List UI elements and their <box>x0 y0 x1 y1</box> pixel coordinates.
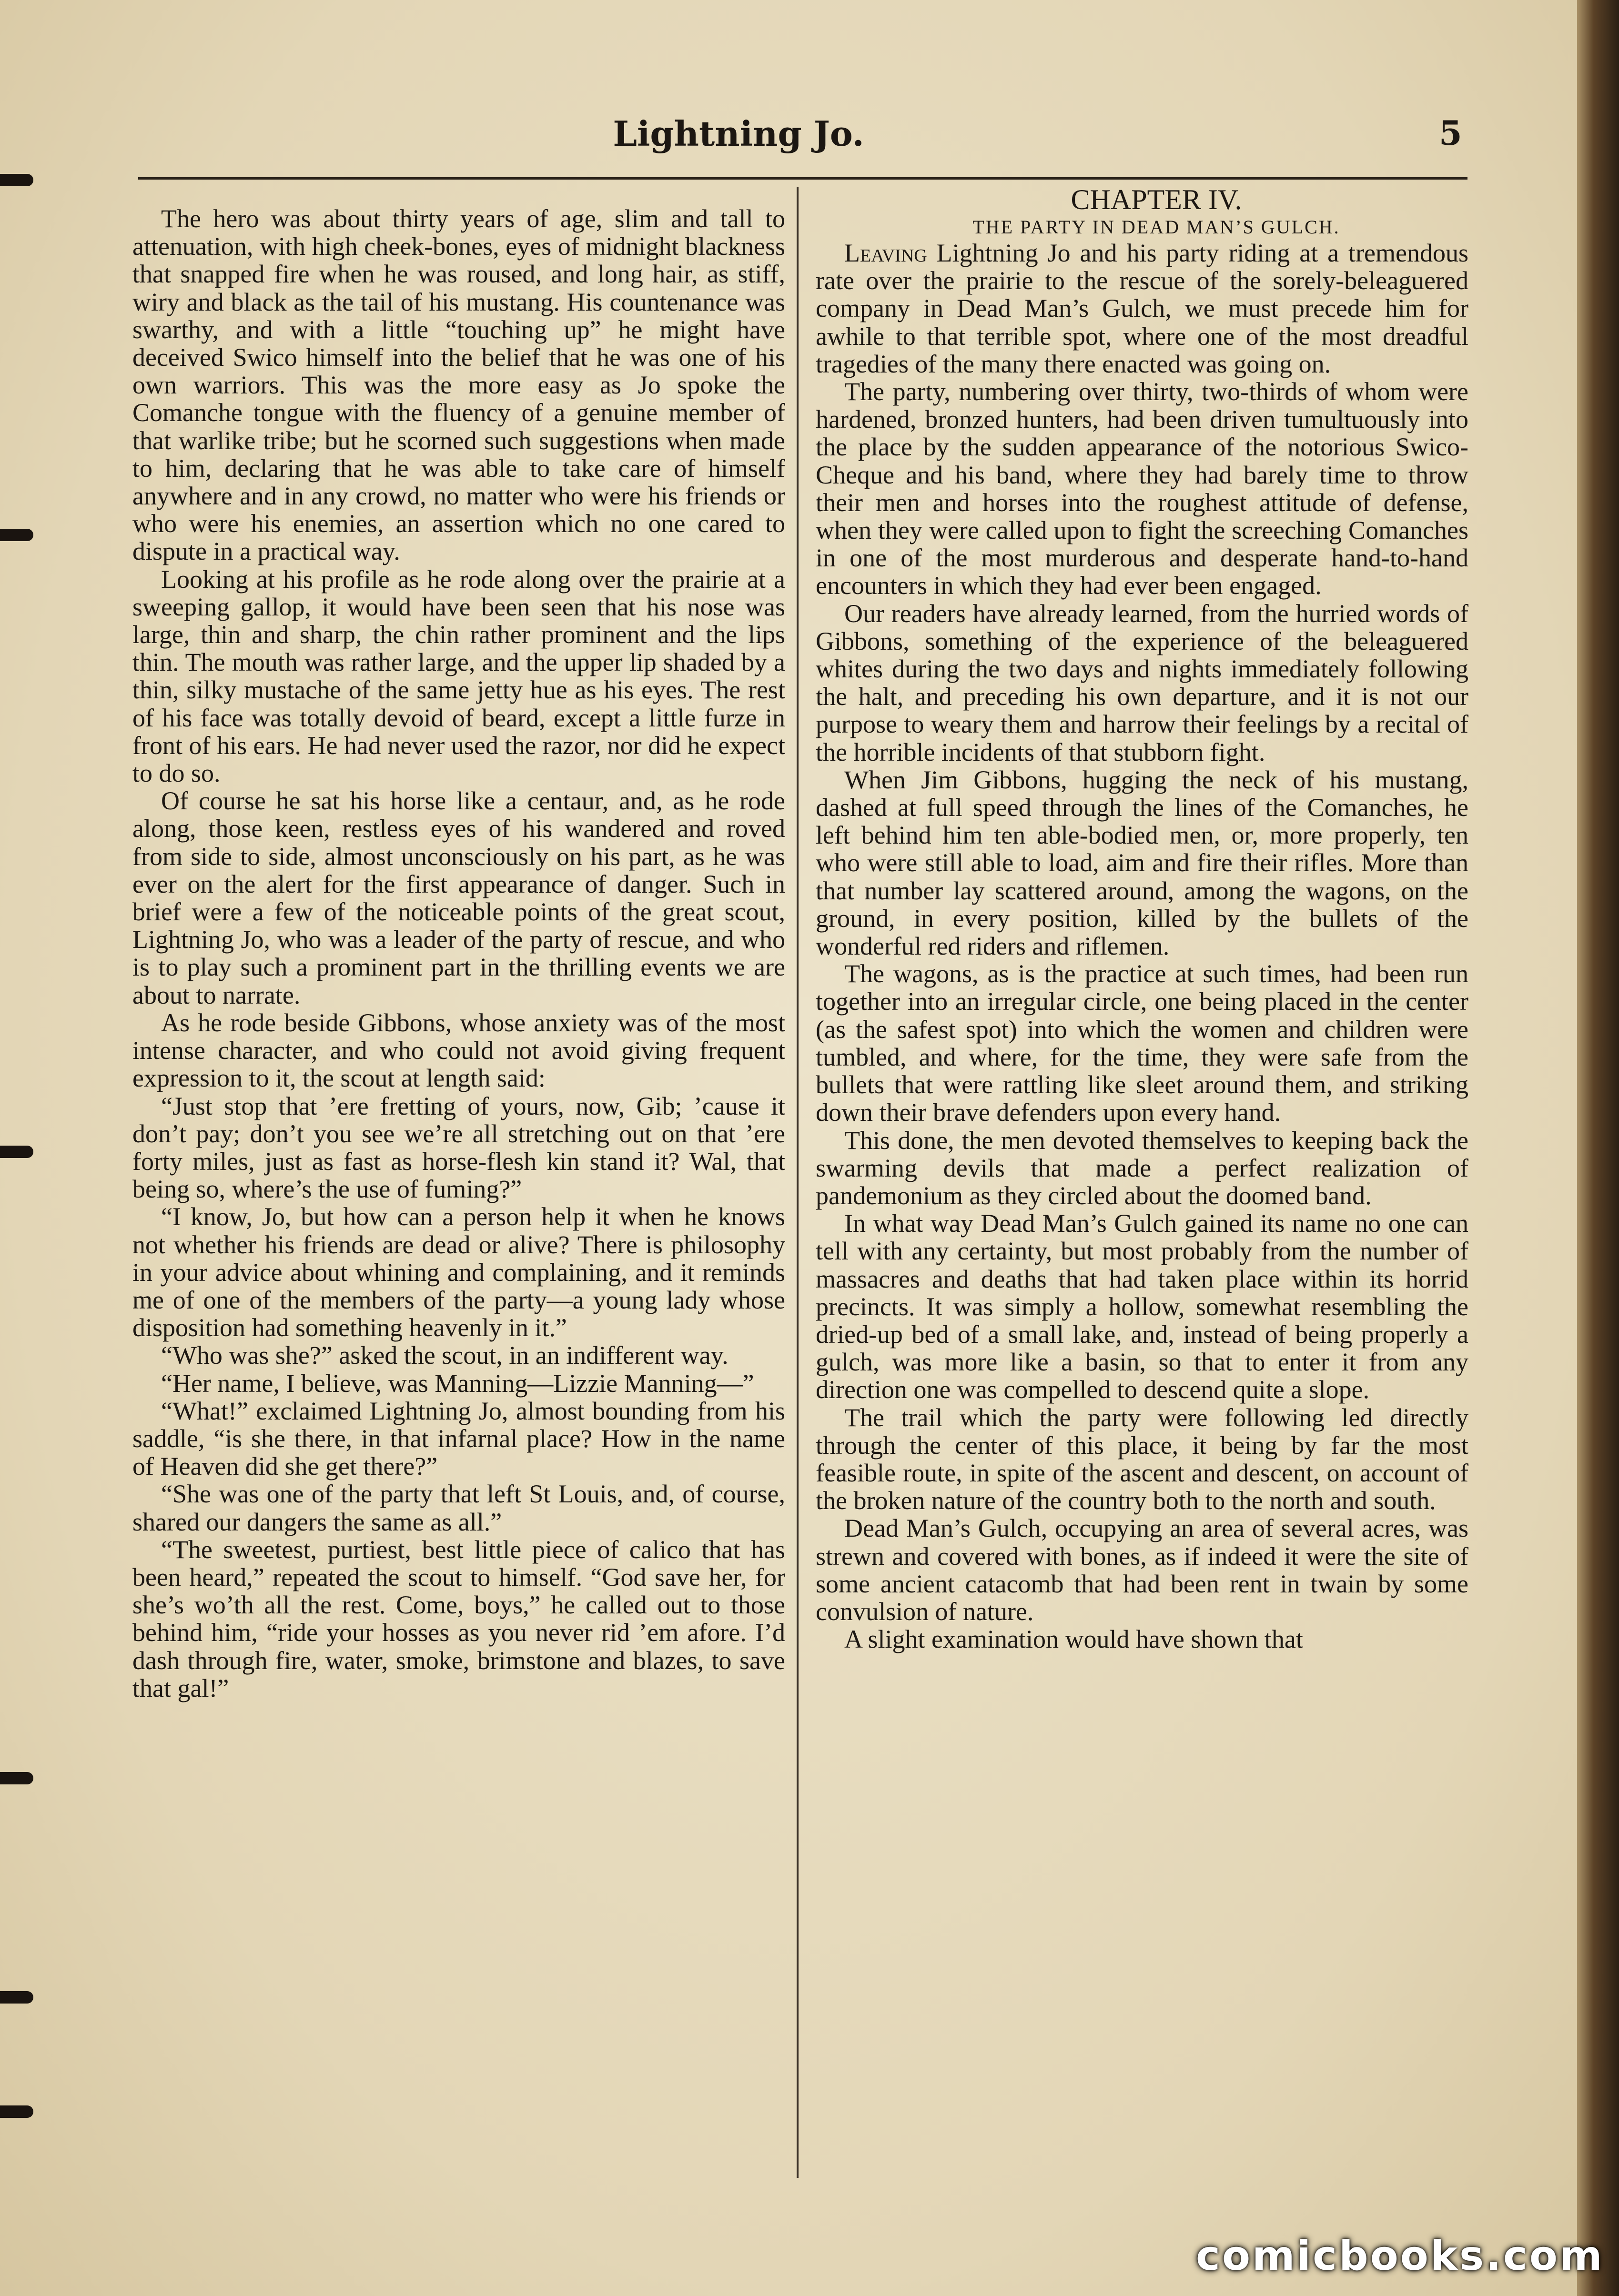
binding-stitch <box>0 174 33 186</box>
paragraph: The wagons, as is the practice at such times, had been run together into an irregular circle, one being placed in the center (as the safest spot) into which the women and children were tumbled, and where, for the time, they were safe from the bullets that were rattling like sleet around them, and striking down their brave defenders upon every hand. <box>816 959 1468 1127</box>
paragraph: Dead Man’s Gulch, occupying an area of several acres, was strewn and covered with bones, as if indeed it were the site of some ancient catacomb that had been rent in twain by some convulsion of nature. <box>816 1514 1468 1626</box>
paragraph: “Just stop that ’ere fretting of yours, now, Gib; ’cause it don’t pay; don’t you see we’re all stretching out on that ’ere forty miles, just as fast as horse-flesh kin stand it? Wal, that being so, where’s the use of fuming?” <box>132 1091 785 1204</box>
paragraph: “What!” exclaimed Lightning Jo, almost bounding from his saddle, “is she there, in that infarnal place? How in the name of Heaven did she get there?” <box>132 1396 785 1481</box>
binding-stitch <box>0 1991 33 2004</box>
paragraph: “She was one of the party that left St Louis, and, of course, shared our dangers the same as all.” <box>132 1480 785 1536</box>
header-rule <box>138 177 1467 180</box>
left-column <box>132 205 785 1702</box>
paragraph: The party, numbering over thirty, two-thirds of whom were hardened, bronzed hunters, had been driven tumultuously into the place by the sudden appearance of the notorious Swico-Cheque and his band, where they had barely time to throw their men and horses into the roughest attitude of defense, when they were called upon to fight the screeching Comanches in one of the most murderous and desperate hand-to-hand encounters in which they had ever been engaged. <box>816 377 1468 600</box>
paragraph: “I know, Jo, but how can a person help it when he knows not whether his friends are dead or alive? There is philosophy in your advice about whining and complaining, and it reminds me of one of the members of the party—a young lady whose disposition had something heavenly in it.” <box>132 1202 785 1342</box>
paragraph: The hero was about thirty years of age, slim and tall to attenuation, with high cheek-bones, eyes of midnight blackness that snapped fire when he was roused, and long hair, as stiff, wiry and black as the tail of his mustang. His countenance was swarthy, and with a little “touching up” he might have deceived Swico himself into the belief that he was one of his own warriors. This was the more easy as Jo spoke the Comanche tongue with the fluency of a genuine member of that warlike tribe; but he scorned such suggestions when made to him, declaring that he was able to take care of himself anywhere and in any crowd, no matter who were his friends or who were his enemies, an assertion which no one cared to dispute in a practical way. <box>132 204 785 566</box>
binding-stitch <box>0 1772 33 1784</box>
column-divider <box>797 187 799 2178</box>
paragraph: As he rode beside Gibbons, whose anxiety was of the most intense character, and who could not avoid giving frequent expression to it, the scout at length said: <box>132 1008 785 1093</box>
chapter-title: CHAPTER IV. <box>1071 184 1242 215</box>
paragraph: “The sweetest, purtiest, best little piece of calico that has been heard,” repeated the scout to himself. “God save her, for she’s wo’th all the rest. Come, boys,” he called out to those behind him, “ride your hosses as you never rid ’em afore. I’d dash through fire, water, smoke, brimstone and blazes, to save that gal!” <box>132 1535 785 1702</box>
paragraph: “Who was she?” asked the scout, in an indifferent way. <box>161 1341 729 1370</box>
site-watermark: comicbooks.com <box>1196 2232 1604 2280</box>
paragraph: “Her name, I believe, was Manning—Lizzie Manning—” <box>161 1369 754 1398</box>
paragraph: This done, the men devoted themselves to keeping back the swarming devils that made a perfect realization of pandemonium as they circled about the doomed band. <box>816 1126 1468 1210</box>
paragraph-text: Lightning Jo and his party riding at a tremendous rate over the prairie to the rescue of the sorely-beleaguered company in Dead Man’s Gulch, we must precede him for awhile to that terrible spot, where one of the most dreadful tragedies of the many there enacted was going on. <box>816 239 1468 378</box>
paragraph: Looking at his profile as he rode along over the prairie at a sweeping gallop, it would have been seen that his nose was large, thin and sharp, the chin rather prominent and the lips thin. The mouth was rather large, and the upper lip shaded by a thin, silky mustache of the same jetty hue as his eyes. The rest of his face was totally devoid of beard, except a little furze in front of his ears. He had never used the razor, nor did he expect to do so. <box>132 564 785 788</box>
paragraph: In what way Dead Man’s Gulch gained its name no one can tell with any certainty, but most probably from the number of massacres and deaths that had taken place within its horrid precincts. It was simply a hollow, somewhat resembling the dried-up bed of a small lake, and, instead of being properly a gulch, was more like a basin, so that to enter it from any direction one was compelled to descend quite a slope. <box>816 1209 1468 1404</box>
paragraph: Our readers have already learned, from the hurried words of Gibbons, something of the experience of the beleaguered whites during the two days and nights immediately following the halt, and preceding his own departure, and it is not our purpose to weary them and harrow their feelings by a recital of the horrible incidents of that stubborn fight. <box>816 599 1468 766</box>
right-column <box>816 184 1468 1653</box>
paragraph: A slight examination would have shown that <box>844 1625 1303 1654</box>
binding-stitch <box>0 1146 33 1158</box>
chapter-subtitle: THE PARTY IN DEAD MAN’S GULCH. <box>972 216 1340 238</box>
page-number: 5 <box>1439 113 1462 153</box>
lead-word: Leaving <box>844 239 927 267</box>
running-title: Lightning Jo. <box>613 113 864 154</box>
page-edge <box>1577 0 1619 2296</box>
binding-stitch <box>0 529 33 541</box>
paragraph: The trail which the party were following led directly through the center of this place, it being by far the most feasible route, in spite of the ascent and descent, on account of the broken nature of the country both to the north and south. <box>816 1403 1468 1515</box>
paragraph: When Jim Gibbons, hugging the neck of his mustang, dashed at full speed through the lines of the Comanches, he left behind him ten able-bodied men, or, more properly, ten who were still able to load, aim and fire their rifles. More than that number lay scattered around, among the wagons, on the ground, in every position, killed by the bullets of the wonderful red riders and riflemen. <box>816 765 1468 961</box>
paragraph <box>816 239 1468 378</box>
paragraph: Of course he sat his horse like a centaur, and, as he rode along, those keen, restless eyes of his wandered and roved from side to side, almost unconsciously on his part, as he was ever on the alert for the first appearance of danger. Such in brief were a few of the noticeable points of the great scout, Lightning Jo, who was a leader of the party of rescue, and who is to play such a prominent part in the thrilling events we are about to narrate. <box>132 786 785 1009</box>
binding-stitch <box>0 2105 33 2118</box>
